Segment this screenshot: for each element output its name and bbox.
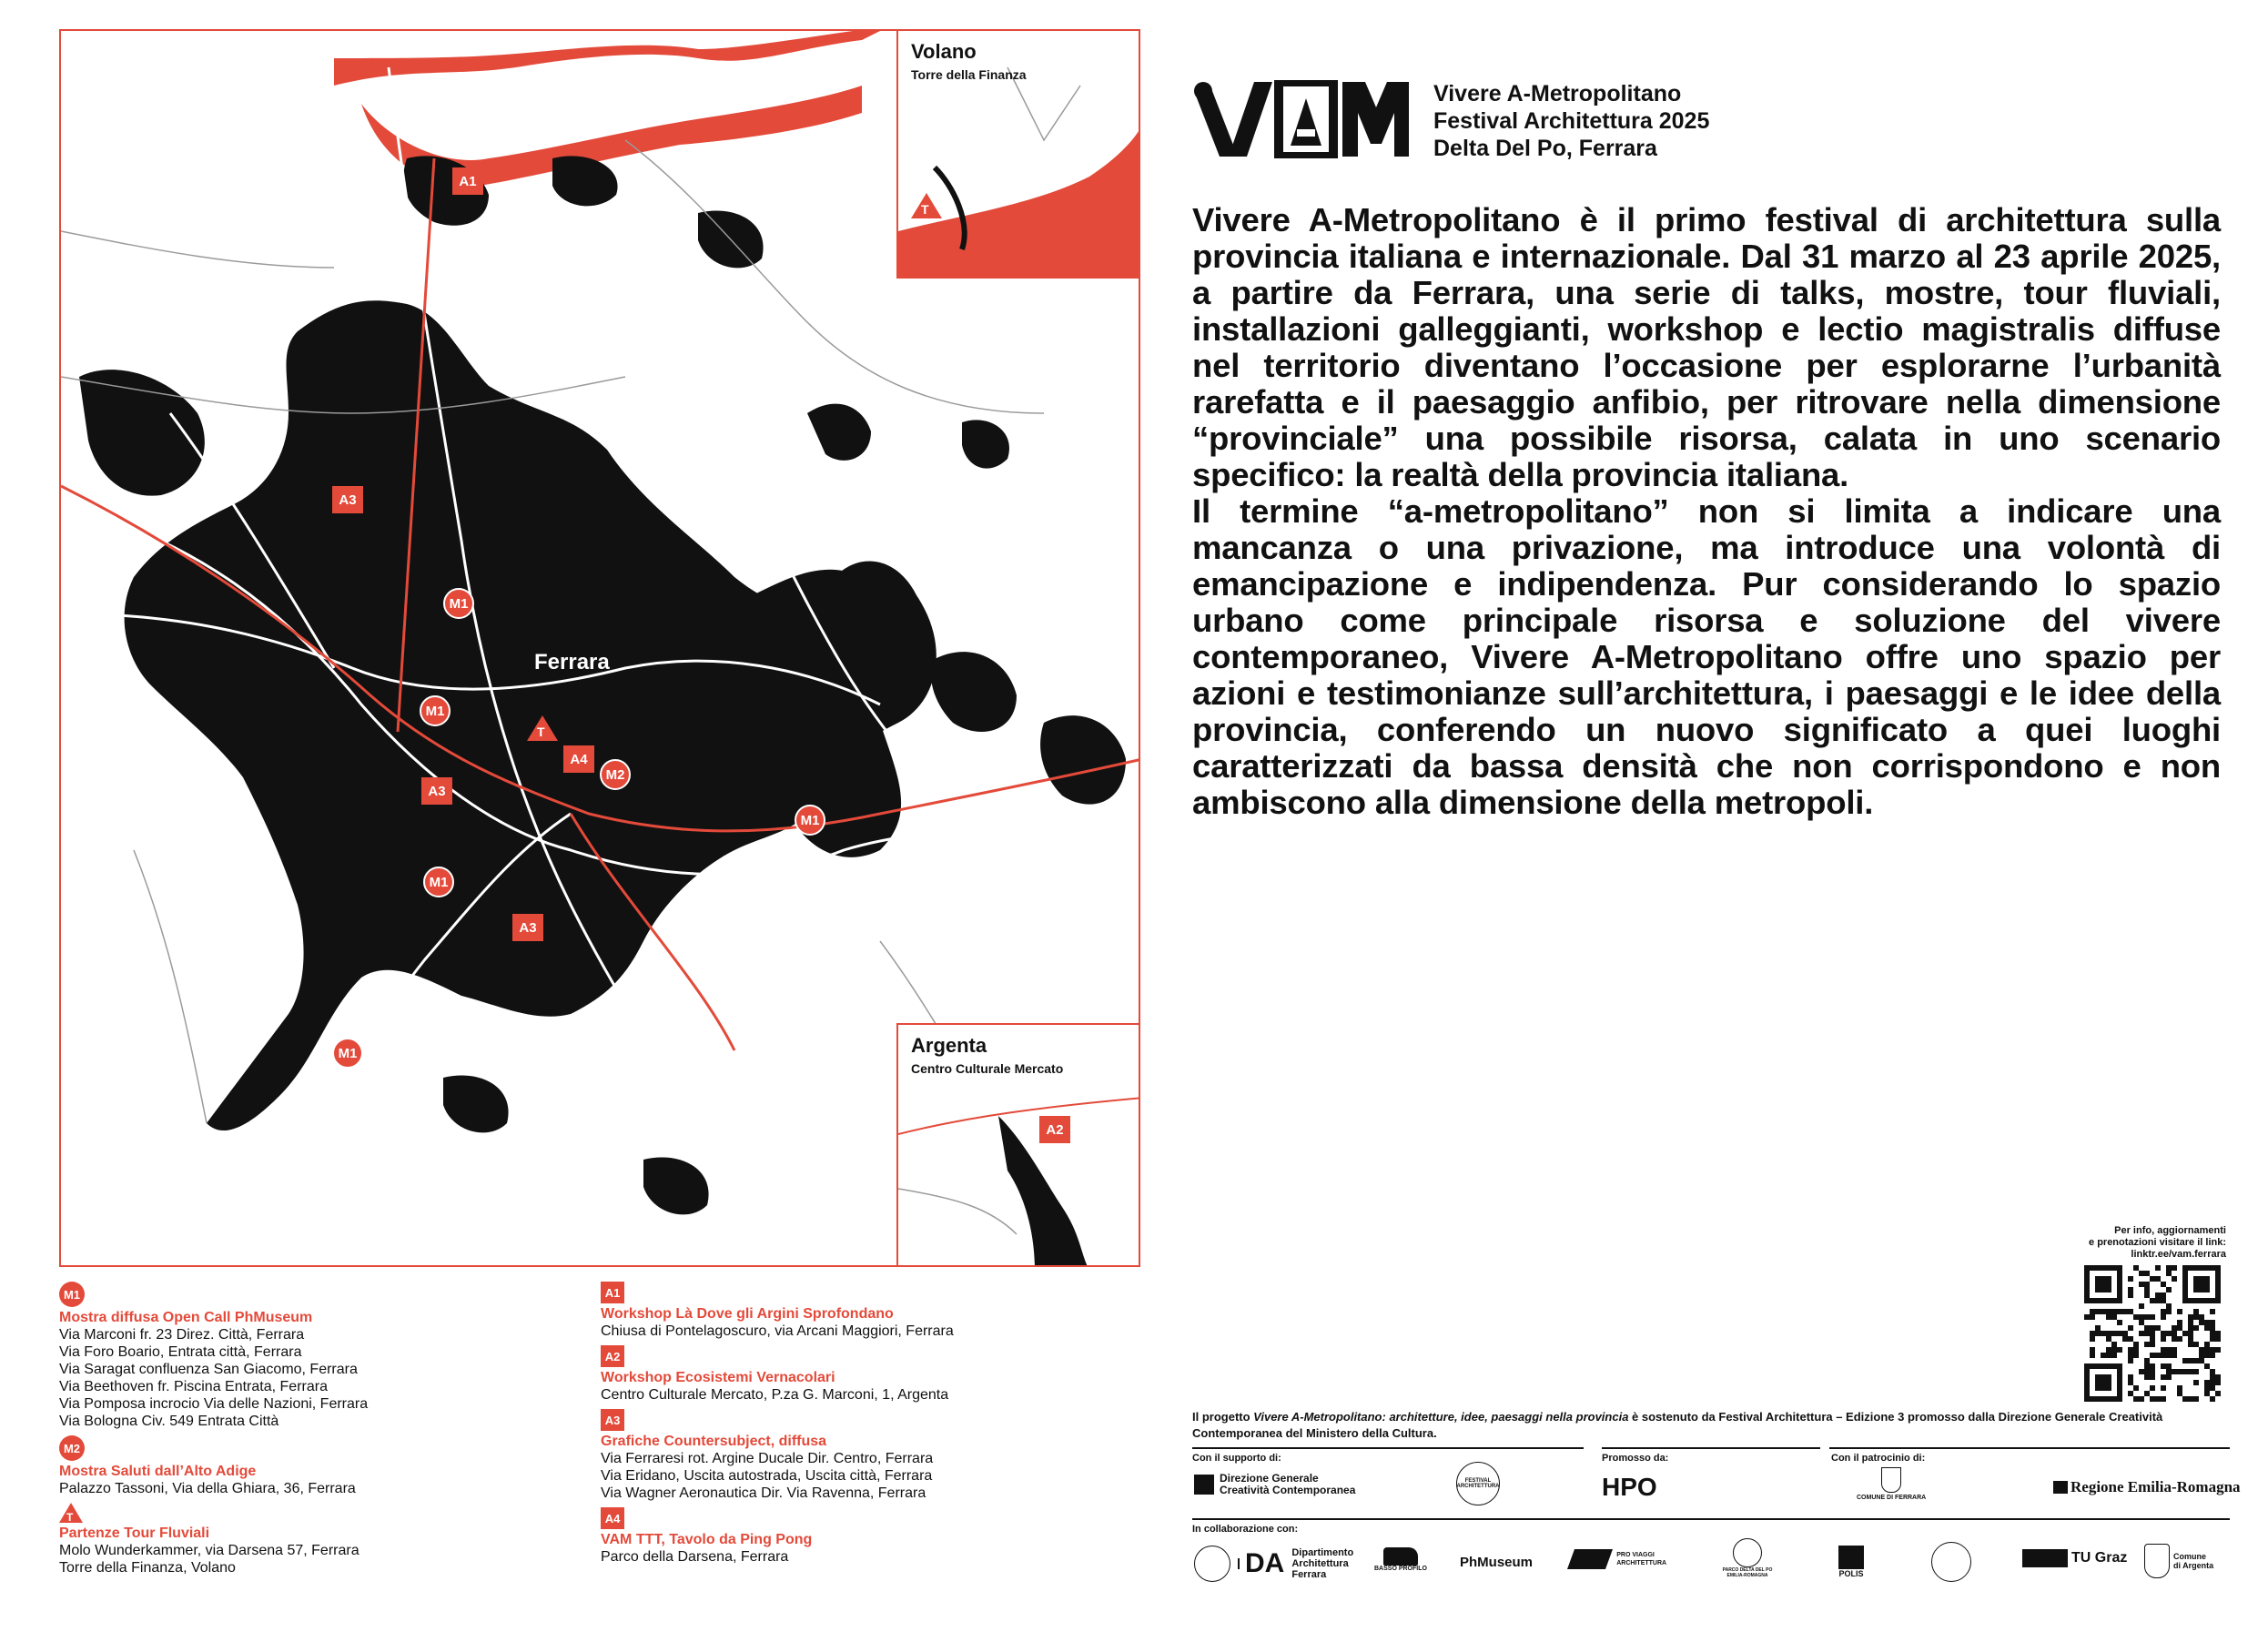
regione-label: Regione Emilia-Romagna <box>2071 1478 2241 1495</box>
vam-logo <box>1192 80 1411 158</box>
inset-argenta-subtitle: Centro Culturale Mercato <box>911 1061 1064 1076</box>
urban-patch-1 <box>552 156 618 206</box>
legend-line: Molo Wunderkammer, via Darsena 57, Ferrara <box>59 1543 359 1558</box>
logo-proviaggi <box>1571 1549 1689 1569</box>
heron-icon <box>1733 1538 1762 1567</box>
comune-ferrara-label: COMUNE DI FERRARA <box>1857 1495 1927 1501</box>
collab-label: In collaborazione con: <box>1192 1524 1299 1535</box>
marker-a4[interactable]: A4 <box>563 745 594 773</box>
legend-badge-label: T <box>66 1511 74 1524</box>
marker-m1-southwest[interactable]: M1 <box>332 1038 363 1069</box>
marker-label: T <box>921 202 929 217</box>
da-mark: DA <box>1238 1558 1284 1569</box>
urban-patch-8 <box>643 1157 709 1214</box>
legend-line: Via Ferraresi rot. Argine Ducale Dir. Centro, Ferrara <box>601 1451 934 1466</box>
dog-icon <box>1383 1547 1418 1566</box>
intro-text <box>1192 202 2221 821</box>
divider-promoted <box>1602 1447 1820 1449</box>
ferrara-crest-icon <box>1881 1467 1901 1493</box>
logo-dgcc <box>1194 1473 1355 1496</box>
legend-title: Mostra diffusa Open Call PhMuseum <box>59 1310 313 1325</box>
legend-line: Chiusa di Pontelagoscuro, via Arcani Maggiori, Ferrara <box>601 1323 954 1339</box>
festival-title-line1: Vivere A-Metropolitano <box>1433 81 1682 106</box>
urban-patch-7 <box>443 1075 509 1132</box>
marker-a1[interactable]: A1 <box>452 167 483 195</box>
footnote <box>1192 1409 2230 1442</box>
tugraz-icon <box>2022 1549 2068 1567</box>
proviaggi-icon <box>1567 1549 1613 1569</box>
logo-regione <box>2053 1478 2241 1496</box>
festival-logo-text: FESTIVAL ARCHITETTURA <box>1456 1478 1500 1489</box>
festival-title-line2: Festival Architettura 2025 <box>1433 108 1710 134</box>
regione-icon <box>2053 1481 2068 1494</box>
inset-volano-title: Volano <box>911 40 977 63</box>
urban-patch-6 <box>962 420 1009 468</box>
urban-patch-5 <box>807 404 871 461</box>
legend-badge <box>59 1503 83 1523</box>
legend-line: Via Pomposa incrocio Via delle Nazioni, Ferrara <box>59 1396 369 1412</box>
inset-volano-subtitle: Torre della Finanza <box>911 67 1027 82</box>
footnote-italic: Vivere A-Metropolitano: architetture, idee, paesaggi nella provincia <box>1253 1410 1629 1424</box>
marker-m2[interactable]: M2 <box>600 759 631 790</box>
city-label-ferrara: Ferrara <box>534 650 610 674</box>
inset-volano <box>896 31 1140 279</box>
parco-label: PARCO DELTA DEL PO EMILIA-ROMAGNA <box>1722 1567 1773 1578</box>
legend-item <box>601 1404 1074 1502</box>
logo-comune-ferrara <box>1857 1467 1926 1501</box>
marker-m1-south[interactable]: M1 <box>423 867 454 897</box>
legend-badge: A4 <box>601 1507 624 1529</box>
legend-item <box>601 1276 1074 1340</box>
divider-patronage <box>1829 1447 2230 1449</box>
legend-line: Via Saragat confluenza San Giacomo, Ferrara <box>59 1362 358 1377</box>
marker-a3-southeast[interactable]: A3 <box>512 914 543 941</box>
logo-parco-delta <box>1720 1538 1775 1578</box>
intro-paragraph-2: Il termine “a-metropolitano” non si limita a indicare una mancanza o una privazione, ma introduce una volontà di emancipazione e indipendenza. Pur considerando lo spazio urbano come principale risorsa e soluzione del vivere contemporaneo, Vivere A-Metropolitano offre uno spazio per azioni e testimonianze sull’architettura, i paesaggi e le idee della provincia, conferendo un nuovo significato a quei luoghi caratterizzati da bassa densità che non corrispondono e non ambiscono alla dimensione della metropoli. <box>1192 492 2221 821</box>
legend-title: Grafiche Countersubject, diffusa <box>601 1434 827 1449</box>
legend-line: Torre della Finanza, Volano <box>59 1560 236 1576</box>
da-line3: Ferrara <box>1291 1569 1327 1580</box>
dgcc-line1: Direzione Generale <box>1220 1472 1319 1485</box>
legend-line: Parco della Darsena, Ferrara <box>601 1549 789 1565</box>
promoted-label: Promosso da: <box>1602 1453 1669 1464</box>
urban-patch-4 <box>1040 715 1126 805</box>
info-line2: e prenotazioni visitare il link: <box>2089 1237 2226 1248</box>
legend-badge: M1 <box>59 1282 85 1307</box>
footnote-pre: Il progetto <box>1192 1410 1254 1424</box>
legend-line: Palazzo Tassoni, Via della Ghiara, 36, Ferrara <box>59 1481 356 1496</box>
logo-polis <box>1838 1546 1864 1578</box>
proviaggi-label: PRO VIAGGI ARCHITETTURA <box>1616 1552 1667 1566</box>
legend-title: VAM TTT, Tavolo da Ping Pong <box>601 1532 813 1547</box>
argenta-crest-icon <box>2144 1544 2170 1578</box>
urban-patch-3 <box>931 652 1017 732</box>
logo-basso-profilo <box>1374 1547 1427 1572</box>
inset-argenta-title: Argenta <box>911 1034 987 1057</box>
marker-m1-center[interactable]: M1 <box>420 695 451 726</box>
patronage-label: Con il patrocinio di: <box>1831 1453 1926 1464</box>
support-label: Con il supporto di: <box>1192 1453 1281 1464</box>
marker-m1-north[interactable]: M1 <box>443 588 474 619</box>
footnote-post: è sostenuto da Festival Architettura – Edizione 3 promosso dalla Direzione Generale Creatività Contemporanea del Ministero della Cultura. <box>1192 1410 2163 1440</box>
legend-line: Via Eridano, Uscita autostrada, Uscita città, Ferrara <box>601 1468 933 1484</box>
marker-label: T <box>537 725 545 739</box>
legend-item <box>59 1430 532 1497</box>
legend-line: Centro Culturale Mercato, P.za G. Marconi, 1, Argenta <box>601 1387 949 1403</box>
legend-left <box>59 1276 532 1576</box>
legend-line: Via Marconi fr. 23 Direz. Città, Ferrara <box>59 1327 305 1343</box>
logo-unife <box>1931 1542 1971 1582</box>
map <box>59 29 1140 1267</box>
legend-badge: A2 <box>601 1345 624 1367</box>
tugraz-label: TU Graz <box>2071 1550 2128 1566</box>
divider-collab <box>1192 1518 2230 1520</box>
legend-badge: A1 <box>601 1282 624 1303</box>
legend-title: Mostra Saluti dall’Alto Adige <box>59 1464 257 1479</box>
logo-comune-argenta <box>2144 1544 2213 1578</box>
dgcc-line2: Creatività Contemporanea <box>1220 1484 1356 1496</box>
basso-label: BASSO PROFILO <box>1374 1566 1427 1572</box>
divider-support <box>1192 1447 1584 1449</box>
dgcc-icon <box>1194 1475 1214 1495</box>
logo-da-ferrara <box>1238 1547 1353 1580</box>
info-link[interactable]: linktr.ee/vam.ferrara <box>2131 1249 2226 1260</box>
logo-hpo: HPO <box>1602 1473 1657 1501</box>
logo-phmuseum: PhMuseum <box>1460 1555 1534 1570</box>
festival-title-line3: Delta Del Po, Ferrara <box>1433 136 1657 161</box>
legend-line: Via Bologna Civ. 549 Entrata Città <box>59 1414 279 1429</box>
marker-a2[interactable]: A2 <box>1039 1116 1070 1143</box>
logo-mic-seal <box>1194 1546 1230 1582</box>
marker-t-ferrara[interactable] <box>527 715 558 741</box>
da-line2: Architettura <box>1291 1558 1349 1569</box>
polis-label: POLIS <box>1838 1569 1864 1578</box>
legend-badge: M2 <box>59 1435 85 1461</box>
marker-a3-south[interactable]: A3 <box>421 777 452 805</box>
argenta-line1: Comune <box>2173 1552 2206 1561</box>
qr-code[interactable] <box>2084 1265 2221 1402</box>
info-line1: Per info, aggiornamenti <box>2114 1225 2226 1236</box>
inset-argenta <box>896 1023 1140 1267</box>
legend-badge: A3 <box>601 1409 624 1431</box>
intro-paragraph-1: Vivere A-Metropolitano è il primo festival di architettura sulla provincia italiana e internazionale. Dal 31 marzo al 23 aprile 2025, a partire da Ferrara, una serie di talks, mostre, tour fluviali, installazioni galleggianti, workshop e lectio magistralis diffuse nel territorio diventano l’occasione per esplorarne l’urbanità rarefatta e il paesaggio anfibio, per ritrovare nella dimensione “provinciale” una possibile risorsa, calata in uno scenario specifico: la realtà della provincia italiana. <box>1192 201 2221 493</box>
river-po <box>334 31 880 86</box>
legend-item <box>59 1276 532 1430</box>
legend-right <box>601 1276 1074 1566</box>
legend-item <box>59 1503 532 1576</box>
marker-t-volano[interactable] <box>911 193 942 218</box>
festival-title <box>1433 80 1709 162</box>
marker-a3-west[interactable]: A3 <box>332 486 363 513</box>
legend-line: Via Wagner Aeronautica Dir. Via Ravenna, Ferrara <box>601 1485 926 1501</box>
argenta-line2: di Argenta <box>2173 1561 2214 1570</box>
logo-tugraz <box>2022 1549 2127 1567</box>
legend-title: Workshop Ecosistemi Vernacolari <box>601 1370 835 1385</box>
legend-item <box>601 1340 1074 1404</box>
da-line1: Dipartimento <box>1291 1547 1354 1558</box>
legend-item <box>601 1502 1074 1566</box>
legend-line: Via Foro Boario, Entrata città, Ferrara <box>59 1344 302 1360</box>
legend-line: Via Beethoven fr. Piscina Entrata, Ferrara <box>59 1379 328 1394</box>
info-block <box>2081 1225 2226 1261</box>
legend-title: Workshop Là Dove gli Argini Sprofondano <box>601 1306 894 1322</box>
polis-icon <box>1838 1546 1864 1569</box>
legend-title: Partenze Tour Fluviali <box>59 1526 210 1541</box>
logo-festival-architettura <box>1456 1462 1500 1505</box>
marker-m1-east[interactable]: M1 <box>795 805 825 836</box>
